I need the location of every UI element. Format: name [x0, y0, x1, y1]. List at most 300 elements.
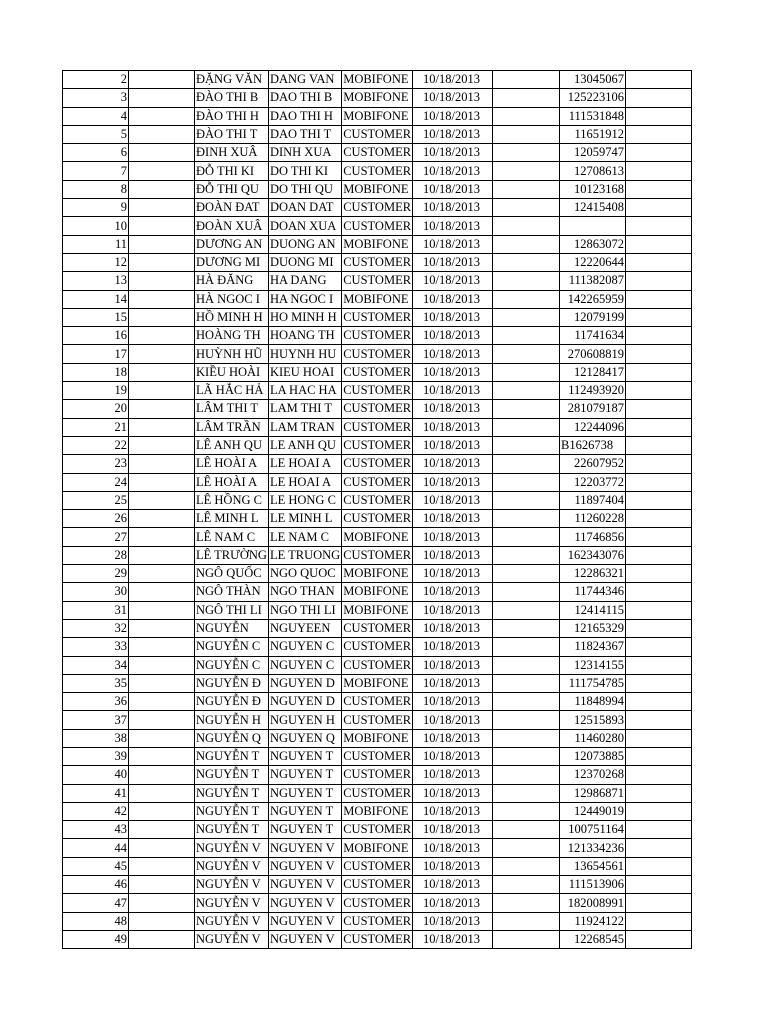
blank-cell[interactable] — [129, 583, 195, 601]
name-ascii-cell[interactable]: NGO THI LI — [268, 601, 341, 619]
blank-cell[interactable] — [626, 656, 692, 674]
blank-cell[interactable] — [626, 363, 692, 381]
id-cell[interactable]: 13654561 — [560, 857, 626, 875]
blank-cell[interactable] — [493, 601, 560, 619]
name-ascii-cell[interactable]: LE NAM C — [268, 528, 341, 546]
blank-cell[interactable] — [626, 125, 692, 143]
date-cell[interactable]: 10/18/2013 — [413, 125, 493, 143]
id-cell[interactable]: 11848994 — [560, 693, 626, 711]
row-number-cell[interactable]: 42 — [63, 802, 129, 820]
blank-cell[interactable] — [129, 180, 195, 198]
date-cell[interactable]: 10/18/2013 — [413, 400, 493, 418]
id-cell[interactable]: 11897404 — [560, 491, 626, 509]
date-cell[interactable]: 10/18/2013 — [413, 491, 493, 509]
blank-cell[interactable] — [626, 217, 692, 235]
row-number-cell[interactable]: 24 — [63, 473, 129, 491]
blank-cell[interactable] — [493, 144, 560, 162]
id-cell[interactable]: 12203772 — [560, 473, 626, 491]
date-cell[interactable]: 10/18/2013 — [413, 638, 493, 656]
date-cell[interactable]: 10/18/2013 — [413, 583, 493, 601]
blank-cell[interactable] — [129, 418, 195, 436]
blank-cell[interactable] — [493, 253, 560, 271]
row-number-cell[interactable]: 48 — [63, 912, 129, 930]
blank-cell[interactable] — [626, 510, 692, 528]
name-ascii-cell[interactable]: HA DANG — [268, 272, 341, 290]
blank-cell[interactable] — [493, 400, 560, 418]
blank-cell[interactable] — [493, 894, 560, 912]
name-ascii-cell[interactable]: DINH XUA — [268, 144, 341, 162]
blank-cell[interactable] — [493, 729, 560, 747]
id-cell[interactable]: 281079187 — [560, 400, 626, 418]
blank-cell[interactable] — [626, 345, 692, 363]
date-cell[interactable]: 10/18/2013 — [413, 839, 493, 857]
blank-cell[interactable] — [493, 363, 560, 381]
name-ascii-cell[interactable]: NGUYEN V — [268, 839, 341, 857]
name-ascii-cell[interactable]: NGUYEN T — [268, 821, 341, 839]
name-ascii-cell[interactable]: NGUYEN C — [268, 656, 341, 674]
date-cell[interactable]: 10/18/2013 — [413, 930, 493, 948]
blank-cell[interactable] — [129, 308, 195, 326]
id-cell[interactable]: B1626738 — [560, 436, 626, 454]
blank-cell[interactable] — [493, 217, 560, 235]
id-cell[interactable]: 11746856 — [560, 528, 626, 546]
name-ascii-cell[interactable]: LE ANH QU — [268, 436, 341, 454]
date-cell[interactable]: 10/18/2013 — [413, 253, 493, 271]
provider-cell[interactable]: MOBIFONE — [342, 89, 413, 107]
date-cell[interactable]: 10/18/2013 — [413, 894, 493, 912]
name-ascii-cell[interactable]: DUONG MI — [268, 253, 341, 271]
name-vietnamese-cell[interactable]: NGÔ THÀN — [195, 583, 269, 601]
provider-cell[interactable]: CUSTOMER — [342, 656, 413, 674]
row-number-cell[interactable]: 14 — [63, 290, 129, 308]
blank-cell[interactable] — [129, 400, 195, 418]
name-ascii-cell[interactable]: NGUYEN V — [268, 894, 341, 912]
provider-cell[interactable]: CUSTOMER — [342, 253, 413, 271]
blank-cell[interactable] — [626, 802, 692, 820]
provider-cell[interactable]: MOBIFONE — [342, 674, 413, 692]
row-number-cell[interactable]: 47 — [63, 894, 129, 912]
provider-cell[interactable]: CUSTOMER — [342, 693, 413, 711]
blank-cell[interactable] — [626, 784, 692, 802]
blank-cell[interactable] — [626, 565, 692, 583]
name-vietnamese-cell[interactable]: ĐỖ THI KI — [195, 162, 269, 180]
provider-cell[interactable]: CUSTOMER — [342, 821, 413, 839]
id-cell[interactable]: 12415408 — [560, 199, 626, 217]
row-number-cell[interactable]: 37 — [63, 711, 129, 729]
provider-cell[interactable]: CUSTOMER — [342, 510, 413, 528]
date-cell[interactable]: 10/18/2013 — [413, 747, 493, 765]
provider-cell[interactable]: CUSTOMER — [342, 125, 413, 143]
blank-cell[interactable] — [626, 89, 692, 107]
name-vietnamese-cell[interactable]: ĐÀO THI B — [195, 89, 269, 107]
blank-cell[interactable] — [129, 821, 195, 839]
name-vietnamese-cell[interactable]: NGUYỄN T — [195, 747, 269, 765]
blank-cell[interactable] — [493, 583, 560, 601]
row-number-cell[interactable]: 18 — [63, 363, 129, 381]
provider-cell[interactable]: MOBIFONE — [342, 107, 413, 125]
blank-cell[interactable] — [626, 107, 692, 125]
name-vietnamese-cell[interactable]: NGUYỄN C — [195, 638, 269, 656]
row-number-cell[interactable]: 33 — [63, 638, 129, 656]
row-number-cell[interactable]: 10 — [63, 217, 129, 235]
row-number-cell[interactable]: 8 — [63, 180, 129, 198]
blank-cell[interactable] — [493, 327, 560, 345]
blank-cell[interactable] — [493, 290, 560, 308]
id-cell[interactable]: 11741634 — [560, 327, 626, 345]
id-cell[interactable]: 12220644 — [560, 253, 626, 271]
id-cell[interactable]: 111382087 — [560, 272, 626, 290]
blank-cell[interactable] — [129, 144, 195, 162]
provider-cell[interactable]: MOBIFONE — [342, 528, 413, 546]
date-cell[interactable]: 10/18/2013 — [413, 418, 493, 436]
name-vietnamese-cell[interactable]: NGUYỄN V — [195, 894, 269, 912]
blank-cell[interactable] — [493, 125, 560, 143]
blank-cell[interactable] — [626, 821, 692, 839]
name-vietnamese-cell[interactable]: ĐỖ THI QU — [195, 180, 269, 198]
name-ascii-cell[interactable]: DO THI QU — [268, 180, 341, 198]
provider-cell[interactable]: MOBIFONE — [342, 583, 413, 601]
name-vietnamese-cell[interactable]: NGUYỄN V — [195, 876, 269, 894]
id-cell[interactable]: 111513906 — [560, 876, 626, 894]
id-cell[interactable] — [560, 217, 626, 235]
date-cell[interactable]: 10/18/2013 — [413, 729, 493, 747]
row-number-cell[interactable]: 35 — [63, 674, 129, 692]
name-ascii-cell[interactable]: NGUYEN H — [268, 711, 341, 729]
blank-cell[interactable] — [626, 400, 692, 418]
provider-cell[interactable]: CUSTOMER — [342, 272, 413, 290]
provider-cell[interactable]: CUSTOMER — [342, 930, 413, 948]
provider-cell[interactable]: CUSTOMER — [342, 327, 413, 345]
blank-cell[interactable] — [626, 747, 692, 765]
blank-cell[interactable] — [626, 876, 692, 894]
provider-cell[interactable]: CUSTOMER — [342, 473, 413, 491]
date-cell[interactable]: 10/18/2013 — [413, 308, 493, 326]
name-ascii-cell[interactable]: HO MINH H — [268, 308, 341, 326]
provider-cell[interactable]: MOBIFONE — [342, 802, 413, 820]
blank-cell[interactable] — [493, 546, 560, 564]
blank-cell[interactable] — [626, 693, 692, 711]
blank-cell[interactable] — [626, 418, 692, 436]
blank-cell[interactable] — [129, 693, 195, 711]
name-vietnamese-cell[interactable]: NGUYỄN T — [195, 784, 269, 802]
name-ascii-cell[interactable]: DAO THI B — [268, 89, 341, 107]
name-vietnamese-cell[interactable]: LÊ ANH QU — [195, 436, 269, 454]
id-cell[interactable]: 100751164 — [560, 821, 626, 839]
row-number-cell[interactable]: 39 — [63, 747, 129, 765]
name-ascii-cell[interactable]: LAM TRAN — [268, 418, 341, 436]
row-number-cell[interactable]: 29 — [63, 565, 129, 583]
name-vietnamese-cell[interactable]: ĐÀO THI T — [195, 125, 269, 143]
id-cell[interactable]: 12244096 — [560, 418, 626, 436]
blank-cell[interactable] — [129, 839, 195, 857]
name-vietnamese-cell[interactable]: LÊ HỒNG C — [195, 491, 269, 509]
blank-cell[interactable] — [493, 619, 560, 637]
blank-cell[interactable] — [129, 802, 195, 820]
blank-cell[interactable] — [493, 565, 560, 583]
blank-cell[interactable] — [129, 217, 195, 235]
provider-cell[interactable]: MOBIFONE — [342, 290, 413, 308]
date-cell[interactable]: 10/18/2013 — [413, 711, 493, 729]
blank-cell[interactable] — [626, 455, 692, 473]
blank-cell[interactable] — [493, 436, 560, 454]
name-vietnamese-cell[interactable]: NGUYỄN H — [195, 711, 269, 729]
blank-cell[interactable] — [626, 638, 692, 656]
blank-cell[interactable] — [626, 71, 692, 89]
date-cell[interactable]: 10/18/2013 — [413, 327, 493, 345]
name-vietnamese-cell[interactable]: NGUYỄN V — [195, 912, 269, 930]
id-cell[interactable]: 22607952 — [560, 455, 626, 473]
name-ascii-cell[interactable]: NGUYEN D — [268, 693, 341, 711]
name-ascii-cell[interactable]: NGUYEN C — [268, 638, 341, 656]
date-cell[interactable]: 10/18/2013 — [413, 107, 493, 125]
name-vietnamese-cell[interactable]: LÊ MINH L — [195, 510, 269, 528]
name-vietnamese-cell[interactable]: NGUYỄN Q — [195, 729, 269, 747]
blank-cell[interactable] — [493, 876, 560, 894]
date-cell[interactable]: 10/18/2013 — [413, 510, 493, 528]
row-number-cell[interactable]: 34 — [63, 656, 129, 674]
id-cell[interactable]: 111754785 — [560, 674, 626, 692]
blank-cell[interactable] — [129, 784, 195, 802]
name-vietnamese-cell[interactable]: NGUYỄN C — [195, 656, 269, 674]
row-number-cell[interactable]: 40 — [63, 766, 129, 784]
row-number-cell[interactable]: 36 — [63, 693, 129, 711]
date-cell[interactable]: 10/18/2013 — [413, 71, 493, 89]
date-cell[interactable]: 10/18/2013 — [413, 565, 493, 583]
name-ascii-cell[interactable]: LE HOAI A — [268, 473, 341, 491]
provider-cell[interactable]: CUSTOMER — [342, 144, 413, 162]
blank-cell[interactable] — [493, 839, 560, 857]
blank-cell[interactable] — [626, 162, 692, 180]
id-cell[interactable]: 12314155 — [560, 656, 626, 674]
row-number-cell[interactable]: 41 — [63, 784, 129, 802]
blank-cell[interactable] — [493, 162, 560, 180]
date-cell[interactable]: 10/18/2013 — [413, 674, 493, 692]
name-ascii-cell[interactable]: NGUYEN Q — [268, 729, 341, 747]
name-vietnamese-cell[interactable]: NGUYỄN T — [195, 766, 269, 784]
provider-cell[interactable]: CUSTOMER — [342, 491, 413, 509]
name-vietnamese-cell[interactable]: NGUYỄN — [195, 619, 269, 637]
id-cell[interactable]: 12863072 — [560, 235, 626, 253]
name-ascii-cell[interactable]: NGUYEN T — [268, 747, 341, 765]
name-ascii-cell[interactable]: DAO THI T — [268, 125, 341, 143]
name-ascii-cell[interactable]: KIEU HOAI — [268, 363, 341, 381]
name-vietnamese-cell[interactable]: LÂM TRẦN — [195, 418, 269, 436]
date-cell[interactable]: 10/18/2013 — [413, 363, 493, 381]
blank-cell[interactable] — [493, 382, 560, 400]
row-number-cell[interactable]: 32 — [63, 619, 129, 637]
row-number-cell[interactable]: 22 — [63, 436, 129, 454]
id-cell[interactable]: 12370268 — [560, 766, 626, 784]
date-cell[interactable]: 10/18/2013 — [413, 619, 493, 637]
blank-cell[interactable] — [129, 729, 195, 747]
name-ascii-cell[interactable]: NGUYEN D — [268, 674, 341, 692]
blank-cell[interactable] — [493, 784, 560, 802]
provider-cell[interactable]: CUSTOMER — [342, 308, 413, 326]
name-vietnamese-cell[interactable]: NGUYỄN Đ — [195, 674, 269, 692]
provider-cell[interactable]: CUSTOMER — [342, 199, 413, 217]
row-number-cell[interactable]: 4 — [63, 107, 129, 125]
provider-cell[interactable]: CUSTOMER — [342, 345, 413, 363]
blank-cell[interactable] — [626, 272, 692, 290]
name-ascii-cell[interactable]: DUONG AN — [268, 235, 341, 253]
name-ascii-cell[interactable]: NGUYEN T — [268, 784, 341, 802]
row-number-cell[interactable]: 17 — [63, 345, 129, 363]
id-cell[interactable]: 12414115 — [560, 601, 626, 619]
blank-cell[interactable] — [129, 546, 195, 564]
id-cell[interactable]: 11824367 — [560, 638, 626, 656]
name-vietnamese-cell[interactable]: LÊ HOÀI A — [195, 473, 269, 491]
date-cell[interactable]: 10/18/2013 — [413, 272, 493, 290]
provider-cell[interactable]: CUSTOMER — [342, 912, 413, 930]
id-cell[interactable]: 11924122 — [560, 912, 626, 930]
date-cell[interactable]: 10/18/2013 — [413, 436, 493, 454]
date-cell[interactable]: 10/18/2013 — [413, 144, 493, 162]
name-ascii-cell[interactable]: LE HOAI A — [268, 455, 341, 473]
blank-cell[interactable] — [626, 674, 692, 692]
blank-cell[interactable] — [129, 638, 195, 656]
provider-cell[interactable]: MOBIFONE — [342, 729, 413, 747]
id-cell[interactable]: 13045067 — [560, 71, 626, 89]
blank-cell[interactable] — [493, 418, 560, 436]
row-number-cell[interactable]: 13 — [63, 272, 129, 290]
blank-cell[interactable] — [626, 912, 692, 930]
blank-cell[interactable] — [493, 711, 560, 729]
name-ascii-cell[interactable]: NGUYEEN — [268, 619, 341, 637]
blank-cell[interactable] — [129, 290, 195, 308]
blank-cell[interactable] — [493, 656, 560, 674]
row-number-cell[interactable]: 45 — [63, 857, 129, 875]
blank-cell[interactable] — [129, 327, 195, 345]
blank-cell[interactable] — [493, 491, 560, 509]
blank-cell[interactable] — [626, 290, 692, 308]
blank-cell[interactable] — [129, 656, 195, 674]
id-cell[interactable]: 142265959 — [560, 290, 626, 308]
date-cell[interactable]: 10/18/2013 — [413, 784, 493, 802]
blank-cell[interactable] — [129, 528, 195, 546]
name-vietnamese-cell[interactable]: ĐOÀN ĐAT — [195, 199, 269, 217]
blank-cell[interactable] — [626, 327, 692, 345]
provider-cell[interactable]: CUSTOMER — [342, 766, 413, 784]
name-ascii-cell[interactable]: HUYNH HU — [268, 345, 341, 363]
blank-cell[interactable] — [626, 199, 692, 217]
row-number-cell[interactable]: 7 — [63, 162, 129, 180]
provider-cell[interactable]: CUSTOMER — [342, 436, 413, 454]
blank-cell[interactable] — [129, 272, 195, 290]
name-ascii-cell[interactable]: NGUYEN V — [268, 876, 341, 894]
blank-cell[interactable] — [129, 89, 195, 107]
name-vietnamese-cell[interactable]: LÊ TRƯỜNG — [195, 546, 269, 564]
date-cell[interactable]: 10/18/2013 — [413, 766, 493, 784]
provider-cell[interactable]: CUSTOMER — [342, 382, 413, 400]
date-cell[interactable]: 10/18/2013 — [413, 89, 493, 107]
date-cell[interactable]: 10/18/2013 — [413, 217, 493, 235]
blank-cell[interactable] — [493, 235, 560, 253]
row-number-cell[interactable]: 25 — [63, 491, 129, 509]
row-number-cell[interactable]: 26 — [63, 510, 129, 528]
blank-cell[interactable] — [129, 363, 195, 381]
date-cell[interactable]: 10/18/2013 — [413, 180, 493, 198]
provider-cell[interactable]: MOBIFONE — [342, 565, 413, 583]
blank-cell[interactable] — [493, 912, 560, 930]
name-vietnamese-cell[interactable]: LÂM THI T — [195, 400, 269, 418]
date-cell[interactable]: 10/18/2013 — [413, 857, 493, 875]
provider-cell[interactable]: CUSTOMER — [342, 162, 413, 180]
blank-cell[interactable] — [626, 144, 692, 162]
name-vietnamese-cell[interactable]: DƯƠNG AN — [195, 235, 269, 253]
blank-cell[interactable] — [493, 510, 560, 528]
row-number-cell[interactable]: 27 — [63, 528, 129, 546]
row-number-cell[interactable]: 16 — [63, 327, 129, 345]
blank-cell[interactable] — [129, 674, 195, 692]
blank-cell[interactable] — [493, 766, 560, 784]
provider-cell[interactable]: MOBIFONE — [342, 71, 413, 89]
name-vietnamese-cell[interactable]: HỒ MINH H — [195, 308, 269, 326]
blank-cell[interactable] — [493, 71, 560, 89]
row-number-cell[interactable]: 9 — [63, 199, 129, 217]
date-cell[interactable]: 10/18/2013 — [413, 912, 493, 930]
id-cell[interactable]: 121334236 — [560, 839, 626, 857]
blank-cell[interactable] — [493, 308, 560, 326]
id-cell[interactable]: 12449019 — [560, 802, 626, 820]
row-number-cell[interactable]: 28 — [63, 546, 129, 564]
date-cell[interactable]: 10/18/2013 — [413, 162, 493, 180]
name-ascii-cell[interactable]: NGUYEN V — [268, 912, 341, 930]
blank-cell[interactable] — [493, 674, 560, 692]
blank-cell[interactable] — [626, 711, 692, 729]
provider-cell[interactable]: CUSTOMER — [342, 217, 413, 235]
name-vietnamese-cell[interactable]: ĐẶNG VĂN — [195, 71, 269, 89]
blank-cell[interactable] — [493, 693, 560, 711]
id-cell[interactable]: 12708613 — [560, 162, 626, 180]
name-ascii-cell[interactable]: DANG VAN — [268, 71, 341, 89]
provider-cell[interactable]: CUSTOMER — [342, 857, 413, 875]
name-vietnamese-cell[interactable]: ĐOÀN XUÂ — [195, 217, 269, 235]
blank-cell[interactable] — [493, 747, 560, 765]
blank-cell[interactable] — [129, 601, 195, 619]
blank-cell[interactable] — [129, 894, 195, 912]
name-ascii-cell[interactable]: LE MINH L — [268, 510, 341, 528]
id-cell[interactable]: 12059747 — [560, 144, 626, 162]
blank-cell[interactable] — [493, 821, 560, 839]
name-ascii-cell[interactable]: NGO THAN — [268, 583, 341, 601]
name-vietnamese-cell[interactable]: NGUYỄN Đ — [195, 693, 269, 711]
blank-cell[interactable] — [129, 619, 195, 637]
blank-cell[interactable] — [626, 382, 692, 400]
date-cell[interactable]: 10/18/2013 — [413, 693, 493, 711]
date-cell[interactable]: 10/18/2013 — [413, 382, 493, 400]
blank-cell[interactable] — [626, 546, 692, 564]
blank-cell[interactable] — [493, 638, 560, 656]
name-ascii-cell[interactable]: DOAN XUA — [268, 217, 341, 235]
blank-cell[interactable] — [626, 253, 692, 271]
blank-cell[interactable] — [626, 729, 692, 747]
blank-cell[interactable] — [129, 930, 195, 948]
blank-cell[interactable] — [626, 308, 692, 326]
row-number-cell[interactable]: 5 — [63, 125, 129, 143]
blank-cell[interactable] — [129, 199, 195, 217]
id-cell[interactable]: 12165329 — [560, 619, 626, 637]
row-number-cell[interactable]: 21 — [63, 418, 129, 436]
blank-cell[interactable] — [626, 839, 692, 857]
date-cell[interactable]: 10/18/2013 — [413, 199, 493, 217]
provider-cell[interactable]: MOBIFONE — [342, 839, 413, 857]
name-ascii-cell[interactable]: NGUYEN T — [268, 802, 341, 820]
name-vietnamese-cell[interactable]: LÃ HẮC HẢ — [195, 382, 269, 400]
id-cell[interactable]: 12073885 — [560, 747, 626, 765]
name-vietnamese-cell[interactable]: HOÀNG TH — [195, 327, 269, 345]
blank-cell[interactable] — [626, 583, 692, 601]
id-cell[interactable]: 10123168 — [560, 180, 626, 198]
